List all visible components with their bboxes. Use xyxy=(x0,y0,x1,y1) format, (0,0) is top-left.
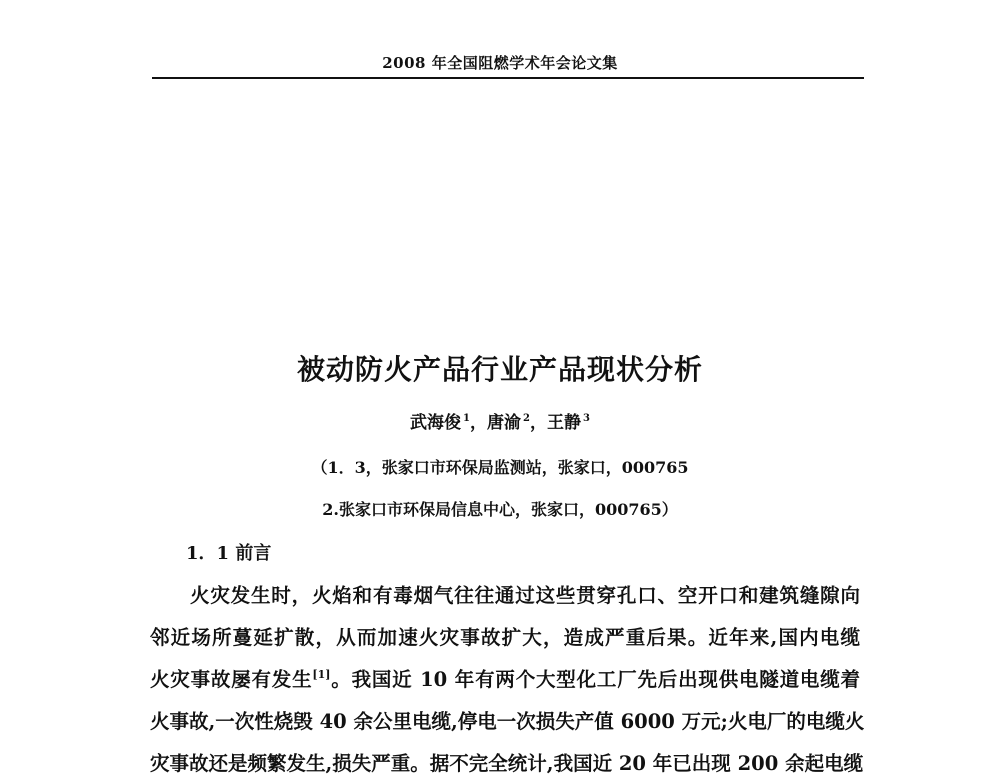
paragraph-text: 。我国近 10 年有两个大型化工厂先后出现供电隧道电缆着 xyxy=(330,668,860,691)
paragraph-line xyxy=(150,664,860,692)
header-rule xyxy=(152,77,864,79)
affiliation-line: （1．3，张家口市环保局监测站，张家口，000765 xyxy=(311,458,689,477)
paragraph-line: 灾事故还是频繁发生,损失严重。据不完全统计,我国近 20 年已出现 200 余起电缆 xyxy=(150,752,864,775)
affiliation-line: 2.张家口市环保局信息中心，张家口，000765） xyxy=(322,500,678,519)
author-separator: ， xyxy=(470,413,488,433)
citation-ref: [1] xyxy=(312,668,331,681)
paragraph-line: 邻近场所蔓延扩散，从而加速火灾事故扩大，造成严重后果。近年来,国内电缆 xyxy=(150,626,860,649)
running-header: 2008 年全国阻燃学术年会论文集 xyxy=(382,54,618,72)
author-affiliation-mark: 3 xyxy=(582,413,590,424)
paragraph-line: 火灾发生时，火焰和有毒烟气往往通过这些贯穿孔口、空开口和建筑缝隙向 xyxy=(190,584,860,607)
author-affiliation-mark: 2 xyxy=(523,413,530,424)
author-name: 唐渝 xyxy=(487,413,522,433)
paragraph-line: 火事故,一次性烧毁 40 余公里电缆,停电一次损失产值 6000 万元;火电厂的电缆火 xyxy=(150,710,865,733)
section-heading: 1．1 前言 xyxy=(186,543,272,564)
paragraph-text: 火灾事故屡有发生 xyxy=(150,668,313,691)
paper-title: 被动防火产品行业产品现状分析 xyxy=(296,353,703,386)
author-name: 王静 xyxy=(546,413,581,433)
author-line xyxy=(0,408,1000,433)
author-separator: ， xyxy=(529,413,547,433)
author-name: 武海俊 xyxy=(410,413,462,433)
author-affiliation-mark: 1 xyxy=(463,413,471,424)
